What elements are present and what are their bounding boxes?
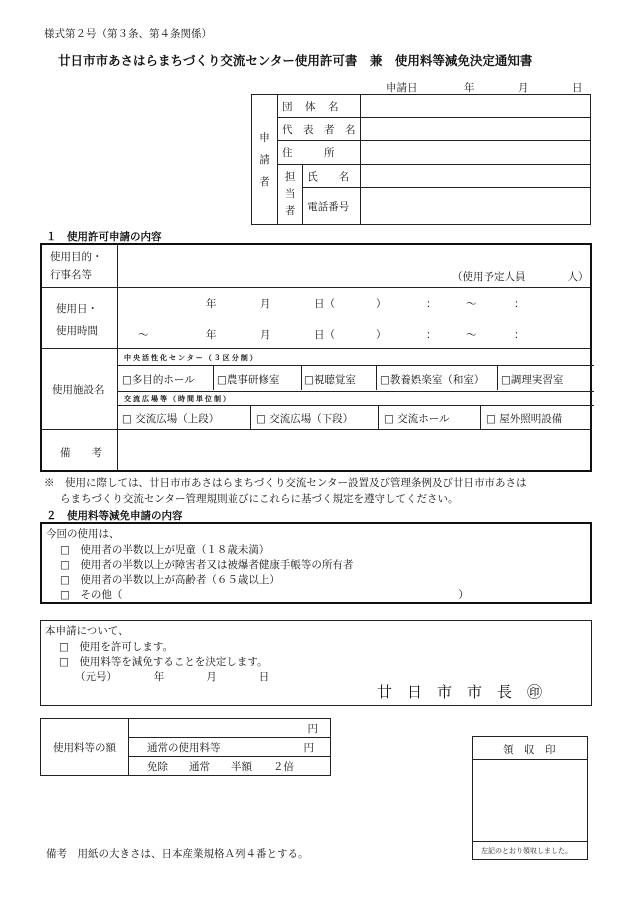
plaza-checkbox-lighting[interactable]: □ 屋外照明設備 (486, 413, 563, 425)
decision-intro: 本申請について、 (45, 625, 129, 637)
weekday-close-2: ） (376, 329, 387, 341)
application-date-day: 日 (572, 82, 583, 94)
exemption-option-children[interactable]: □ 使用者の半数以上が児童（１８歳未満） (60, 544, 270, 556)
exemption-option-elderly[interactable]: □ 使用者の半数以上が高齢者（６５歳以上） (60, 574, 280, 586)
center-checkbox-cooking[interactable]: □調理実習室 (501, 374, 564, 386)
notice-line-2: らまちづくり交流センター管理規則並びにこれらに基づく規定を遵守してください。 (60, 493, 459, 505)
center-checkbox-hall[interactable]: □多目的ホール (122, 374, 195, 386)
usage-permit-section (40, 243, 592, 472)
fee-table (40, 718, 331, 776)
colon-1a: ： (426, 298, 437, 310)
fee-label: 使用料等の額 (41, 719, 129, 776)
day-2: 日（ (314, 329, 335, 341)
address-field[interactable] (360, 141, 591, 165)
decision-option-permit[interactable]: □ 使用を許可します。 (59, 641, 174, 653)
fee-exemption-options[interactable]: 免除 通常 半額 ２倍 (129, 757, 331, 776)
contact-label: 担当者 (278, 165, 303, 225)
applicant-table (251, 94, 591, 225)
facility-label: 使用施設名 (52, 384, 105, 396)
year-1: 年 (206, 298, 217, 310)
datetime-label-2: 使用時間 (56, 325, 98, 337)
expected-people: （使用予定人員 人） (452, 271, 589, 283)
receipt-box (472, 736, 588, 860)
plaza-checkbox-lower[interactable]: □ 交流広場（下段） (256, 413, 354, 425)
tilde-2b: ～ (466, 329, 477, 341)
receipt-title: 領 収 印 (503, 744, 556, 756)
fee-normal-label: 通常の使用料等 (147, 741, 221, 754)
exemption-option-other[interactable]: □ その他（ ） (60, 589, 469, 601)
receipt-note: 左記のとおり領収しました。 (481, 847, 572, 855)
page-title: 廿日市市あさはらまちづくり交流センター使用許可書 兼 使用料等減免決定通知書 (58, 53, 533, 68)
contact-name-field[interactable] (360, 165, 591, 188)
application-date-month: 月 (518, 82, 529, 94)
plaza-checkbox-upper[interactable]: □ 交流広場（上段） (122, 413, 220, 425)
section2-heading: ２ 使用料等減免申請の内容 (46, 510, 183, 522)
center-checkbox-japanese-room[interactable]: □教養娯楽室（和室） (380, 374, 485, 386)
plaza-heading: 交流広場等（時間単位制） (124, 394, 232, 403)
exemption-intro: 今回の使用は、 (46, 528, 120, 540)
phone-field[interactable] (360, 188, 591, 225)
colon-1b: ： (514, 298, 525, 310)
mayor-signature: 廿 日 市 市 長 ㊞ (377, 683, 543, 701)
center-heading: 中央活性化センター（３区分制） (124, 353, 259, 362)
plaza-checkbox-hall[interactable]: □ 交流ホール (384, 413, 450, 425)
fee-normal-row[interactable] (129, 738, 331, 757)
month-1: 月 (260, 298, 271, 310)
colon-2a: ： (426, 329, 437, 341)
decision-section (40, 620, 592, 706)
exemption-section (40, 522, 592, 604)
purpose-label-1: 使用目的・ (50, 251, 103, 263)
day-1: 日（ (314, 298, 335, 310)
fee-total-yen: 円 (307, 722, 318, 735)
form-number: 様式第２号（第３条、第４条関係） (44, 28, 212, 40)
weekday-close-1: ） (376, 298, 387, 310)
colon-2b: ： (514, 329, 525, 341)
contact-name-label: 氏 名 (303, 165, 360, 188)
applicant-side-label: 申請者 (252, 95, 278, 225)
group-name-field[interactable] (360, 95, 591, 118)
decision-date: （元号） 年 月 日 (75, 671, 270, 683)
datetime-label-1: 使用日・ (56, 303, 98, 315)
remarks-label: 備 考 (60, 447, 102, 459)
phone-label: 電話番号 (303, 188, 360, 225)
footer-note: 備考 用紙の大きさは、日本産業規格Ａ列４番とする。 (46, 848, 309, 860)
section1-heading: １ 使用許可申請の内容 (46, 231, 162, 243)
address-label: 住 所 (278, 141, 361, 165)
tilde-2a: ～ (138, 329, 149, 341)
group-name-label: 団 体 名 (278, 95, 361, 118)
application-date-year: 年 (464, 82, 475, 94)
fee-total-field[interactable] (129, 719, 331, 738)
representative-label: 代 表 者 名 (278, 118, 361, 141)
month-2: 月 (260, 329, 271, 341)
exemption-option-disabled[interactable]: □ 使用者の半数以上が障害者又は被爆者健康手帳等の所有者 (60, 559, 354, 571)
notice-line-1: ※ 使用に際しては、廿日市市あさはらまちづくり交流センター設置及び管理条例及び廿日市市あさは (44, 477, 527, 489)
center-checkbox-training[interactable]: □農事研修室 (217, 374, 280, 386)
decision-option-exempt[interactable]: □ 使用料等を減免することを決定します。 (59, 656, 268, 668)
representative-field[interactable] (360, 118, 591, 141)
purpose-label-2: 行事名等 (50, 269, 92, 281)
center-checkbox-av[interactable]: □視聴覚室 (304, 374, 356, 386)
tilde-1: ～ (466, 298, 477, 310)
fee-normal-yen: 円 (303, 741, 314, 754)
application-date-label: 申請日 (386, 82, 418, 94)
year-2: 年 (206, 329, 217, 341)
